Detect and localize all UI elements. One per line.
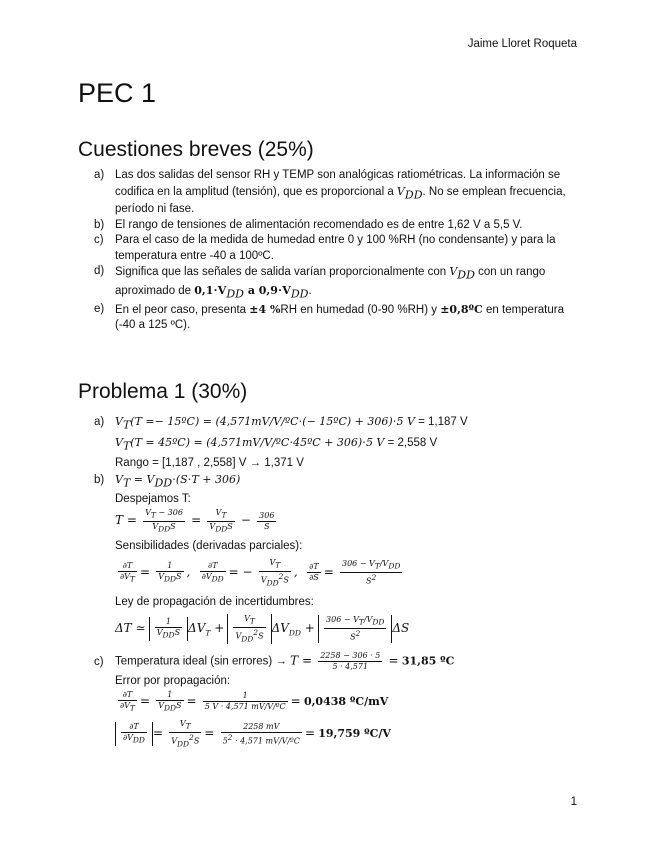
- list-marker: b): [94, 474, 105, 486]
- list-marker: a): [94, 416, 105, 428]
- equation-propagation: ΔT ≃ $\frac{1}{V_{DD}S}$ $\Delta V_T$ + $\frac{V_T}{V_{DD}^2S}$ $\Delta V_{DD}$ + $\frac{306 - V_T/V_{DD}}{S^2}$ ΔS: [115, 614, 410, 643]
- equation-c4: $\frac{\partial T}{\partial V_{DD}}$ = $\frac{V_T}{V_{DD}^2S}$ = $\frac{2258 mV}{5^2 \cdot 4,571 mV/V/ºC}$ = 19,759 ºC/V: [115, 719, 391, 749]
- item-text: . No se emplean frecuencia, período ni fase.: [115, 185, 566, 216]
- question-list: [94, 168, 578, 334]
- item-text: en temperatura (-40 a 125 ºC).: [115, 303, 564, 332]
- equation-a1: $V_T(T$ =− 15ºC) = (4,571mV/V/ºC⋅(− 15ºC) + 306)⋅5 V = 1,187 V: [115, 415, 468, 432]
- item-text: RH en humedad (0-90 %RH) y: [280, 303, 441, 316]
- equation-c1: Temperatura ideal (sin errores) → T = $\frac{2258 - 306 \cdot 5}{5 \cdot 4,571}$ = 31,85 ºC: [115, 651, 455, 671]
- math-subscript: DD: [226, 287, 244, 301]
- section-heading-problema: Problema 1 (30%): [78, 380, 248, 403]
- equation-sensitivities: $\frac{\partial T}{\partial V_T}$ = $\frac{1}{V_{DD}S}$ , $\frac{\partial T}{\partial V_{DD}}$ = − $\frac{V_T}{V_{DD}^2S}$ , $\frac{\partial T}{\partial S}$ = $\frac{306 - V_T/V_{DD}}{S^2}$: [120, 558, 401, 587]
- item-text: Significa que las señales de salida varían proporcionalmente con: [115, 266, 450, 279]
- list-item: [94, 302, 578, 334]
- equation-b1: $V_T = V_{DD}\cdot(S\cdot T + 306)$: [115, 473, 241, 490]
- list-item: [94, 264, 578, 302]
- item-text: Las dos salidas del sensor RH y TEMP son analógicas ratiométricas. La información se codifica en la amplitud (tensión), que es proporcional a: [115, 169, 561, 198]
- step-label: Sensibilidades (derivadas parciales):: [115, 540, 303, 552]
- math-subscript: DD: [290, 287, 309, 301]
- equation-c3: $\frac{\partial T}{\partial V_T}$ = $\frac{1}{V_{DD}S}$ = $\frac{1}{\text{5 V · 4,571 mV/V/ºC}}$ = 0,0438 ºC/mV: [120, 690, 389, 713]
- range-result: Rango = [1,187 , 2,558] V → 1,371 V: [115, 457, 304, 469]
- list-item: [94, 168, 578, 218]
- list-item: [94, 218, 578, 234]
- math-symbol: V: [449, 265, 458, 279]
- equation-a2: $V_T(T$ = 45ºC) = (4,571mV/V/ºC⋅45ºC + 306)⋅5 V = 2,558 V: [115, 436, 438, 453]
- page-number: 1: [570, 796, 577, 808]
- list-item: [94, 233, 578, 264]
- math-value: ±0,8ºC: [440, 302, 483, 316]
- list-marker: a): [94, 169, 105, 181]
- item-text: El rango de tensiones de alimentación recomendado es de entre 1,62 V a 5,5 V.: [115, 218, 523, 231]
- list-marker: d): [94, 265, 105, 278]
- math-subscript: DD: [457, 268, 475, 282]
- step-label: Despejamos T:: [115, 493, 191, 505]
- math-symbol: V: [396, 184, 405, 198]
- math-subscript: DD: [404, 187, 423, 201]
- math-range: 0,1⋅V: [194, 284, 227, 298]
- item-text: con un rango aproximado de: [115, 266, 546, 298]
- item-text: Para el caso de la medida de humedad entre 0 y 100 %RH (no condensante) y para la temperatura entre -40 a 100ºC.: [115, 234, 556, 262]
- step-label: Error por propagación:: [115, 675, 231, 687]
- section-heading-cuestiones: Cuestiones breves (25%): [78, 138, 314, 161]
- list-marker: b): [94, 218, 105, 231]
- equation-solve-t: T = $\frac{V_T - 306}{V_{DD}S}$ = $\frac{V_T}{V_{DD}S}$ − $\frac{306}{S}$: [115, 508, 275, 534]
- list-marker: c): [94, 234, 104, 247]
- step-label: Ley de propagación de incertidumbres:: [115, 596, 314, 608]
- item-text: En el peor caso, presenta: [115, 303, 250, 316]
- item-text: .: [308, 285, 312, 298]
- page-title: PEC 1: [78, 78, 157, 108]
- math-range: a 0,9⋅V: [243, 284, 291, 298]
- list-marker: e): [94, 302, 105, 315]
- author-name: Jaime Lloret Roqueta: [467, 38, 577, 50]
- math-value: ±4 %: [249, 302, 281, 316]
- list-marker: c): [94, 656, 104, 668]
